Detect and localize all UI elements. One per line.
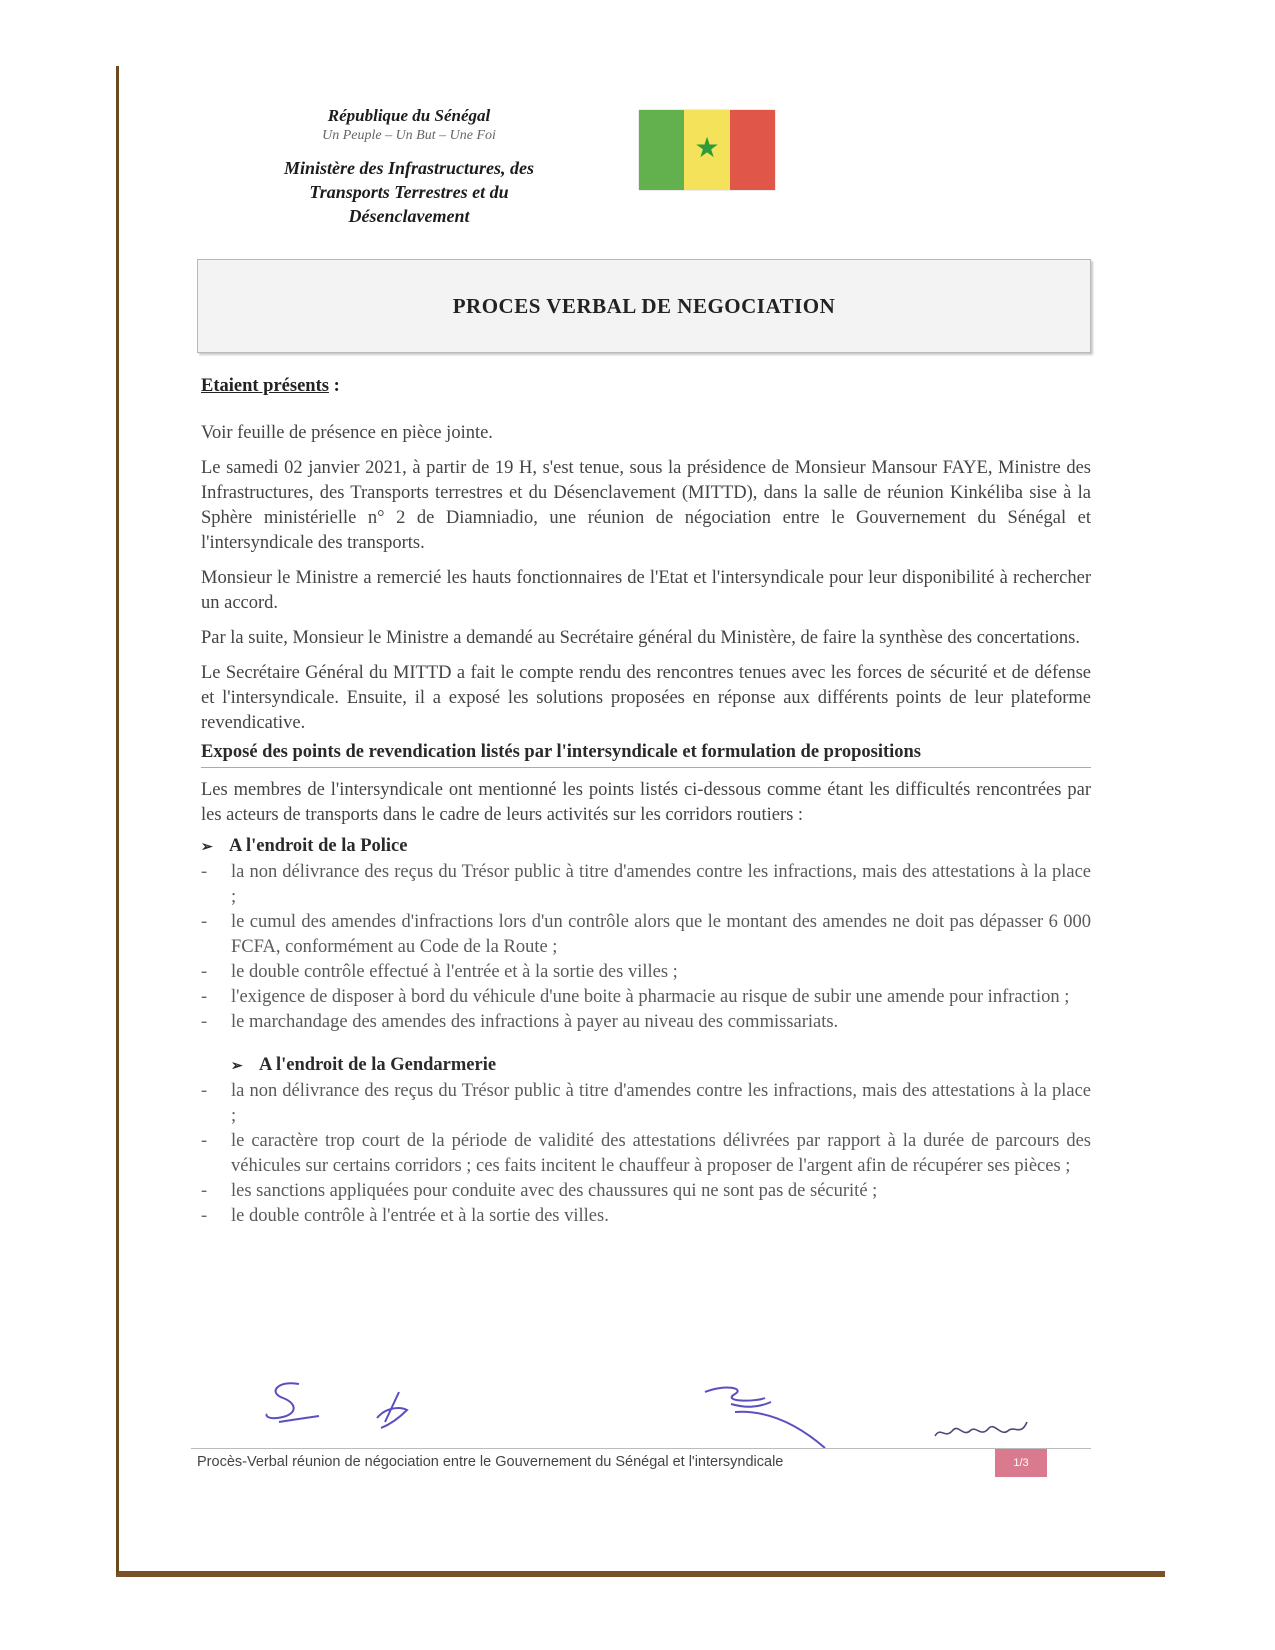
paragraph: Voir feuille de présence en pièce jointe.	[201, 423, 493, 443]
list-item: - les sanctions appliquées pour conduite avec des chaussures qui ne sont pas de sécurité ;	[201, 1179, 1091, 1204]
ministry-name: Ministère des Infrastructures, des Transports Terrestres et du Désenclavement	[283, 158, 535, 226]
list-item: - le caractère trop court de la période de validité des attestations délivrées par rapport à la durée de parcours des véhicules sur certains corridors ; ces faits incitent le chauffeur à proposer de l'argent afin de récupérer ses pièces ;	[201, 1129, 1091, 1179]
police-heading-text: A l'endroit de la Police	[229, 836, 408, 856]
footer-divider	[191, 1448, 1091, 1449]
star-icon: ★	[694, 133, 720, 164]
attendees-colon: :	[328, 376, 340, 396]
list-item: - la non délivrance des reçus du Trésor public à titre d'amendes contre les infractions, mais des attestations à la place ;	[201, 860, 1091, 910]
list-item: - le double contrôle effectué à l'entrée et à la sortie des villes ;	[201, 960, 1091, 985]
paragraph: Par la suite, Monsieur le Ministre a demandé au Secrétaire général du Ministère, de faire la synthèse des concertations.	[201, 628, 1080, 648]
letterhead	[264, 106, 554, 228]
national-motto: Un Peuple – Un But – Une Foi	[322, 128, 496, 143]
paragraph: Le Secrétaire Général du MITTD a fait le compte rendu des rencontres tenues avec les forces de sécurité et de défense et l'intersyndicale. Ensuite, il a exposé les solutions proposées en réponse aux différents points de leur plateforme revendicative.	[201, 663, 1091, 733]
attendees-label: Etaient présents	[201, 376, 329, 396]
footer-text: Procès-Verbal réunion de négociation entre le Gouvernement du Sénégal et l'intersyndicale	[197, 1454, 784, 1470]
title-box	[197, 259, 1091, 353]
list-item: - la non délivrance des reçus du Trésor public à titre d'amendes contre les infractions, mais des attestations à la place ;	[201, 1079, 1091, 1129]
police-list	[201, 860, 1091, 1035]
police-heading	[201, 834, 1091, 860]
list-item: - le double contrôle à l'entrée et à la sortie des villes.	[201, 1204, 1091, 1229]
list-item: - le marchandage des amendes des infractions à payer au niveau des commissariats.	[201, 1010, 1091, 1035]
gendarmerie-heading-text: A l'endroit de la Gendarmerie	[259, 1055, 497, 1075]
document-page	[116, 66, 1165, 1577]
signature-2	[369, 1388, 419, 1438]
flag-yellow-band	[684, 110, 729, 190]
signature-3	[695, 1382, 835, 1452]
paragraph: Le samedi 02 janvier 2021, à partir de 19 H, s'est tenue, sous la présidence de Monsieur Mansour FAYE, Ministre des Infrastructures, des Transports terrestres et du Désenclavement (MITTD), dans la salle de réunion Kinkéliba sise à la Sphère ministérielle n° 2 de Diamniadio, une réunion de négociation entre le Gouvernement du Sénégal et l'intersyndicale des transports.	[201, 458, 1091, 553]
arrowhead-bullet-icon: ➢	[201, 840, 213, 855]
signature-4	[931, 1416, 1031, 1446]
page-number: 1/3	[995, 1449, 1047, 1477]
section-intro: Les membres de l'intersyndicale ont mentionné les points listés ci-dessous comme étant les difficultés rencontrées par les acteurs de transports dans le cadre de leurs activités sur les corridors routiers :	[201, 780, 1091, 825]
paragraph: Monsieur le Ministre a remercié les hauts fonctionnaires de l'Etat et l'intersyndicale pour leur disponibilité à rechercher un accord.	[201, 568, 1091, 613]
gendarmerie-list	[201, 1079, 1091, 1229]
attendees-heading	[201, 374, 1091, 399]
list-item: - le cumul des amendes d'infractions lors d'un contrôle alors que le montant des amendes ne doit pas dépasser 6 000 FCFA, conformément au Code de la Route ;	[201, 910, 1091, 960]
document-title: PROCES VERBAL DE NEGOCIATION	[452, 293, 836, 318]
senegal-flag	[639, 110, 775, 190]
republic-name: République du Sénégal	[327, 106, 491, 125]
section-heading: Exposé des points de revendication listés par l'intersyndicale et formulation de propositions	[201, 740, 1091, 768]
flag-green-band	[639, 110, 684, 190]
signature-1	[259, 1378, 329, 1428]
document-body	[201, 374, 1091, 1229]
list-item: - l'exigence de disposer à bord du véhicule d'une boite à pharmacie au risque de subir une amende pour infraction ;	[201, 985, 1091, 1010]
gendarmerie-heading	[231, 1053, 1091, 1079]
flag-red-band	[730, 110, 775, 190]
arrowhead-bullet-icon: ➢	[231, 1059, 243, 1074]
